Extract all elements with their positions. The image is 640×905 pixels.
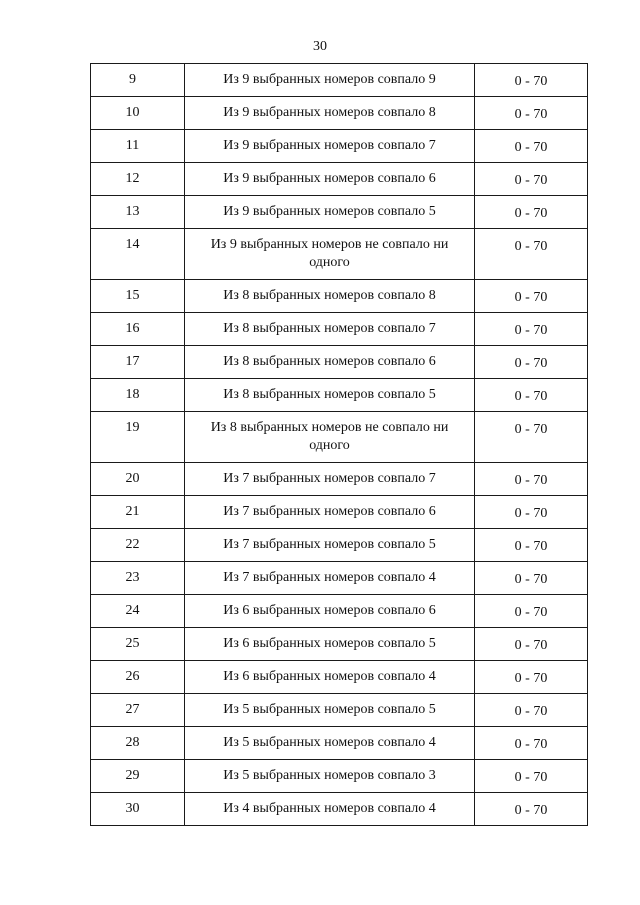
row-description-cell: Из 9 выбранных номеров совпало 8 xyxy=(185,97,475,130)
row-value-cell: 0 - 70 xyxy=(475,130,588,163)
row-number-cell: 23 xyxy=(91,562,185,595)
row-description-cell: Из 8 выбранных номеров не совпало ни одного xyxy=(185,412,475,463)
row-value-cell: 0 - 70 xyxy=(475,760,588,793)
row-value-cell: 0 - 70 xyxy=(475,196,588,229)
row-value-cell: 0 - 70 xyxy=(475,64,588,97)
row-value-cell: 0 - 70 xyxy=(475,280,588,313)
row-value-cell: 0 - 70 xyxy=(475,496,588,529)
row-description-cell: Из 9 выбранных номеров совпало 7 xyxy=(185,130,475,163)
row-value-cell: 0 - 70 xyxy=(475,628,588,661)
row-number-cell: 13 xyxy=(91,196,185,229)
row-number-cell: 14 xyxy=(91,229,185,280)
row-description-cell: Из 8 выбранных номеров совпало 6 xyxy=(185,346,475,379)
prize-table-body xyxy=(91,64,588,826)
row-value-cell: 0 - 70 xyxy=(475,379,588,412)
row-value-cell: 0 - 70 xyxy=(475,793,588,826)
table-row xyxy=(91,496,588,529)
table-row xyxy=(91,97,588,130)
row-value-cell: 0 - 70 xyxy=(475,229,588,280)
row-number-cell: 18 xyxy=(91,379,185,412)
prize-table xyxy=(90,63,588,826)
row-number-cell: 27 xyxy=(91,694,185,727)
row-value-cell: 0 - 70 xyxy=(475,163,588,196)
table-row xyxy=(91,64,588,97)
row-number-cell: 16 xyxy=(91,313,185,346)
row-description-cell: Из 8 выбранных номеров совпало 7 xyxy=(185,313,475,346)
row-number-cell: 10 xyxy=(91,97,185,130)
row-description-cell: Из 7 выбранных номеров совпало 4 xyxy=(185,562,475,595)
table-row xyxy=(91,163,588,196)
table-row xyxy=(91,727,588,760)
row-value-cell: 0 - 70 xyxy=(475,562,588,595)
row-value-cell: 0 - 70 xyxy=(475,694,588,727)
row-number-cell: 21 xyxy=(91,496,185,529)
row-description-cell: Из 9 выбранных номеров совпало 9 xyxy=(185,64,475,97)
table-row xyxy=(91,313,588,346)
row-number-cell: 29 xyxy=(91,760,185,793)
row-description-cell: Из 5 выбранных номеров совпало 5 xyxy=(185,694,475,727)
table-row xyxy=(91,412,588,463)
table-row xyxy=(91,346,588,379)
row-description-cell: Из 5 выбранных номеров совпало 3 xyxy=(185,760,475,793)
row-description-cell: Из 6 выбранных номеров совпало 5 xyxy=(185,628,475,661)
row-number-cell: 17 xyxy=(91,346,185,379)
row-number-cell: 22 xyxy=(91,529,185,562)
table-row xyxy=(91,793,588,826)
row-description-cell: Из 4 выбранных номеров совпало 4 xyxy=(185,793,475,826)
row-description-cell: Из 9 выбранных номеров не совпало ни одного xyxy=(185,229,475,280)
row-number-cell: 24 xyxy=(91,595,185,628)
row-value-cell: 0 - 70 xyxy=(475,463,588,496)
table-row xyxy=(91,760,588,793)
row-description-cell: Из 6 выбранных номеров совпало 6 xyxy=(185,595,475,628)
table-row xyxy=(91,661,588,694)
row-number-cell: 28 xyxy=(91,727,185,760)
row-description-cell: Из 7 выбранных номеров совпало 7 xyxy=(185,463,475,496)
row-number-cell: 30 xyxy=(91,793,185,826)
table-row xyxy=(91,694,588,727)
table-row xyxy=(91,529,588,562)
table-row xyxy=(91,595,588,628)
table-row xyxy=(91,196,588,229)
row-number-cell: 15 xyxy=(91,280,185,313)
table-row xyxy=(91,562,588,595)
row-description-cell: Из 9 выбранных номеров совпало 5 xyxy=(185,196,475,229)
row-value-cell: 0 - 70 xyxy=(475,727,588,760)
row-number-cell: 26 xyxy=(91,661,185,694)
row-value-cell: 0 - 70 xyxy=(475,313,588,346)
row-number-cell: 19 xyxy=(91,412,185,463)
row-number-cell: 11 xyxy=(91,130,185,163)
row-number-cell: 9 xyxy=(91,64,185,97)
table-row xyxy=(91,280,588,313)
row-value-cell: 0 - 70 xyxy=(475,346,588,379)
row-value-cell: 0 - 70 xyxy=(475,661,588,694)
row-description-cell: Из 7 выбранных номеров совпало 5 xyxy=(185,529,475,562)
row-value-cell: 0 - 70 xyxy=(475,529,588,562)
row-description-cell: Из 8 выбранных номеров совпало 8 xyxy=(185,280,475,313)
row-number-cell: 20 xyxy=(91,463,185,496)
row-description-cell: Из 5 выбранных номеров совпало 4 xyxy=(185,727,475,760)
row-description-cell: Из 9 выбранных номеров совпало 6 xyxy=(185,163,475,196)
row-value-cell: 0 - 70 xyxy=(475,97,588,130)
table-row xyxy=(91,463,588,496)
table-row xyxy=(91,229,588,280)
row-value-cell: 0 - 70 xyxy=(475,595,588,628)
row-description-cell: Из 6 выбранных номеров совпало 4 xyxy=(185,661,475,694)
row-description-cell: Из 8 выбранных номеров совпало 5 xyxy=(185,379,475,412)
page-number: 30 xyxy=(313,39,327,54)
table-row xyxy=(91,379,588,412)
table-row xyxy=(91,130,588,163)
table-row xyxy=(91,628,588,661)
row-number-cell: 25 xyxy=(91,628,185,661)
row-description-cell: Из 7 выбранных номеров совпало 6 xyxy=(185,496,475,529)
row-number-cell: 12 xyxy=(91,163,185,196)
row-value-cell: 0 - 70 xyxy=(475,412,588,463)
